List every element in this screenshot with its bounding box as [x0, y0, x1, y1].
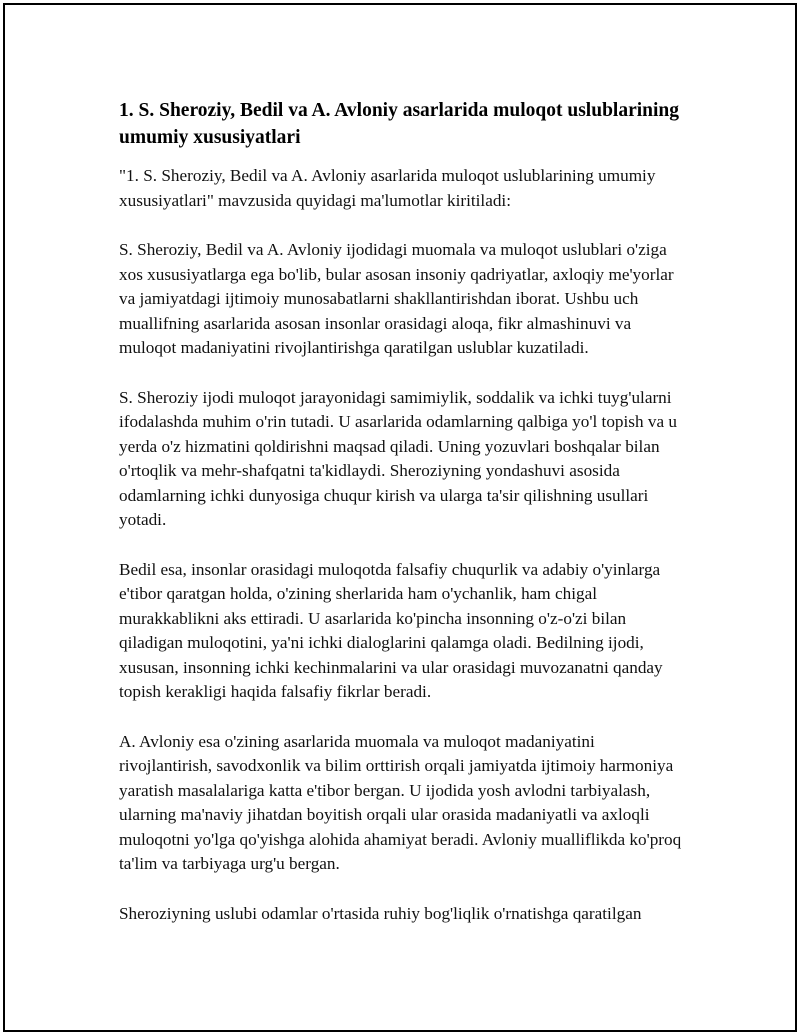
paragraph-sheroziy: S. Sheroziy ijodi muloqot jarayonidagi samimiylik, soddalik va ichki tuyg'ularni ifodalashda muhim o'rin tutadi. U asarlarida odamlarning qalbiga yo'l topish va u yerda o'z hizmatini qoldirishni maqsad qiladi. Uning yozuvlari boshqalar bilan o'rtoqlik va mehr-shafqatni ta'kidlaydi. Sheroziyning yondashuvi asosida odamlarning ichki dunyosiga chuqur kirish va ularga ta'sir qilishning usullari yotadi.	[119, 387, 677, 529]
page-frame	[3, 3, 797, 1032]
document-body	[119, 97, 691, 951]
paragraph-overview: S. Sheroziy, Bedil va A. Avloniy ijodidagi muomala va muloqot uslublari o'ziga xos xususiyatlarga ega bo'lib, bular asosan insoniy qadriyatlar, axloqiy me'yorlar va jamiyatdagi ijtimoiy munosabatlarni shakllantirishdan iborat. Ushbu uch muallifning asarlarida asosan insonlar orasidagi aloqa, fikr almashinuvi va muloqot madaniyatini rivojlantirishga qaratilgan uslublar kuzatiladi.	[119, 240, 674, 357]
paragraph-avloniy: A. Avloniy esa o'zining asarlarida muomala va muloqot madaniyatini rivojlantirish, savodxonlik va bilim orttirish orqali jamiyatda ijtimoiy harmoniya yaratish masalalariga katta e'tibor bergan. U ijodida yosh avlodni tarbiyalash, ularning ma'naviy jihatdan boyitish orqali ular orasida madaniyatli va axloqli muloqotni yo'lga qo'yishga alohida ahamiyat beradi. Avloniy mualliflikda ko'proq ta'lim va tarbiyaga urg'u bergan.	[119, 731, 682, 873]
paragraph-bedil: Bedil esa, insonlar orasidagi muloqotda falsafiy chuqurlik va adabiy o'yinlarga e'tibor qaratgan holda, o'zining sherlarida ham o'ychanlik, ham chigal murakkablikni aks ettiradi. U asarlarida ko'pincha insonning o'z-o'zi bilan qiladigan muloqotini, ya'ni ichki dialoglarini qalamga oladi. Bedilning ijodi, xususan, insonning ichki kechinmalarini va ular orasidagi muvozanatni qanday topish kerakligi haqida falsafiy fikrlar beradi.	[119, 559, 663, 701]
document-title: 1. S. Sheroziy, Bedil va A. Avloniy asarlarida muloqot uslublarining umumiy xususiyatlari	[119, 100, 680, 148]
paragraph-intro: "1. S. Sheroziy, Bedil va A. Avloniy asarlarida muloqot uslublarining umumiy xususiyatlari" mavzusida quyidagi ma'lumotlar kiritiladi:	[119, 166, 656, 210]
paragraph-sheroziy-style: Sheroziyning uslubi odamlar o'rtasida ruhiy bog'liqlik o'rnatishga qaratilgan	[119, 903, 642, 923]
